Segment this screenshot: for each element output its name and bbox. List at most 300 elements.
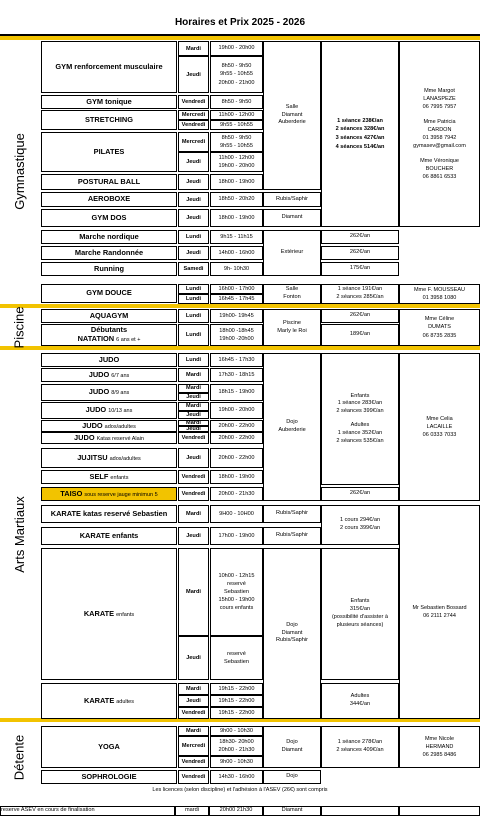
time-cell: 9h00 - 10h30: [210, 726, 263, 736]
activity-sublabel: enfants: [110, 474, 129, 481]
day-cell: Mardi: [178, 548, 209, 636]
section-label: [0, 308, 38, 346]
text-line: Diamant: [281, 747, 303, 753]
day-cell: Jeudi: [178, 636, 209, 680]
text-line: Enfants: [350, 392, 370, 399]
text-line: Diamant: [281, 629, 303, 636]
text-line: Mr Sebastien Bossard: [412, 604, 467, 611]
location-cell: [263, 41, 321, 190]
day-cell: Jeudi: [178, 448, 209, 468]
taiso: [41, 487, 177, 501]
activity-label: TAISO: [60, 488, 83, 498]
day-cell: Vendredi: [178, 707, 209, 719]
text-line: 06 8861 6533: [422, 174, 457, 180]
activity-label: JUDO: [82, 420, 103, 430]
text-line: 20h00 - 21h00: [218, 79, 255, 86]
activity-name: [98, 743, 120, 752]
activity-label: KARATE katas reservé Sebastien: [50, 508, 168, 518]
time-cell: 18h00 - 19h00: [210, 174, 263, 190]
text-line: 06 8735 2835: [422, 332, 457, 339]
day-cell: Vendredi: [178, 120, 209, 130]
text-line: 06 2111 2744: [423, 613, 456, 619]
day-cell: Jeudi: [178, 426, 209, 432]
yoga: [41, 726, 177, 768]
day-cell: Mardi: [178, 402, 209, 411]
text-line: 2 cours 399€/an: [339, 525, 381, 531]
day-cell: Mercredi: [178, 736, 209, 756]
time-cell: 9h15 - 11h15: [210, 230, 263, 244]
karate-katas: [41, 505, 177, 523]
activity-label: JUDO: [85, 405, 107, 415]
price-cell: [321, 505, 399, 545]
activity-name: [84, 610, 134, 619]
text-line: Dojo: [286, 739, 298, 746]
time-cell: [210, 548, 263, 636]
text-line: LACAILLE: [426, 423, 453, 430]
text-line: HERMAND: [425, 743, 454, 750]
text-line: 2 séances 285€/an: [336, 294, 384, 300]
text-line: Fonton: [283, 294, 301, 300]
text-line: CARDON: [427, 126, 452, 133]
reserve-empty: [399, 806, 480, 816]
activity-name: [89, 388, 130, 397]
day-cell: Mardi: [178, 505, 209, 523]
time-cell: 9h00 - 10h30: [210, 756, 263, 768]
day-cell: Jeudi: [178, 56, 209, 93]
time-cell: [210, 132, 263, 152]
text-line: cours enfants: [219, 605, 254, 612]
text-line: Sebastien: [224, 588, 249, 595]
activity-label: KARATE enfants: [79, 530, 139, 540]
text-line: 1 séance 238€/an: [337, 117, 383, 124]
time-cell: [210, 736, 263, 756]
text-line: 01 3958 7942: [422, 135, 457, 141]
aquagym: [41, 309, 177, 323]
text-line: Mme Nicole: [424, 735, 455, 742]
gym-tonique: [41, 95, 177, 109]
time-cell: 19h00 - 20h00: [210, 41, 263, 56]
gym-pilates: [41, 132, 177, 172]
time-cell: 17h00 - 19h00: [210, 527, 263, 545]
day-cell: Vendredi: [178, 487, 209, 501]
activity-label: Marche nordique: [79, 231, 139, 241]
text-line: 9h55 - 10h55: [220, 143, 253, 149]
time-cell: 16h00 - 17h00: [210, 284, 263, 294]
text-line: 2 séances 535€/an: [336, 437, 384, 444]
location-cell: Rubis/Saphir: [263, 192, 321, 207]
text-line: 1 séance 352€/an: [337, 429, 383, 436]
day-cell: Mardi: [178, 420, 209, 426]
activity-label: GYM renforcement musculaire: [55, 61, 163, 71]
day-cell: Lundi: [178, 230, 209, 244]
text-line: 1 cours 294€/an: [339, 517, 381, 524]
time-cell: 20h00 - 22h00: [210, 448, 263, 468]
activity-label: GYM tonique: [86, 96, 132, 106]
activity-label: JUJITSU: [77, 452, 108, 462]
section-divider: [0, 304, 480, 308]
activity-sublabel: Katas reservé Alain: [96, 435, 144, 442]
marche-nordique: [41, 230, 177, 244]
day-cell: Jeudi: [178, 393, 209, 402]
activity-sublabel: 8/9 ans: [111, 390, 130, 397]
activity-sublabel: sous reserve jauge minimun 5: [84, 491, 158, 498]
page-title: Horaires et Prix 2025 - 2026: [174, 17, 306, 28]
day-cell: Jeudi: [178, 246, 209, 260]
section-label: [0, 40, 38, 302]
text-line: 2 séances 328€/an: [335, 126, 385, 133]
text-line: 1 séance 283€/an: [337, 400, 383, 407]
time-cell: 20h00 - 22h00: [210, 420, 263, 432]
activity-label: JUDO: [98, 354, 120, 364]
activity-label: JUDO: [88, 387, 110, 397]
activity-label: STRETCHING: [84, 114, 134, 124]
time-cell: [210, 636, 263, 680]
price-cell: 262€/an: [321, 309, 399, 323]
contact-cell: [399, 726, 480, 768]
day-cell: Vendredi: [178, 756, 209, 768]
text-line: Rubis/Saphir: [275, 637, 309, 644]
activity-name: [84, 697, 134, 706]
text-line: 315€/an: [349, 606, 371, 613]
text-line: Mme Celia: [426, 415, 453, 422]
price-cell: [321, 726, 399, 768]
text-line: 11h00 - 12h00: [218, 154, 255, 161]
price-cell: [321, 548, 399, 680]
text-line: 8h50 - 9h50: [221, 63, 252, 70]
text-line: Auberderie: [278, 427, 306, 433]
time-cell: [210, 56, 263, 93]
activity-name: [94, 148, 125, 157]
day-cell: Lundi: [178, 284, 209, 294]
text-line: 2 séances 399€/an: [336, 408, 384, 415]
activity-label: Running: [94, 263, 124, 273]
reserve-day: mardi: [175, 806, 209, 816]
day-cell: Jeudi: [178, 527, 209, 545]
day-cell: Jeudi: [178, 209, 209, 227]
price-cell: [321, 284, 399, 304]
activity-name: [80, 532, 139, 541]
judo-row: [41, 384, 177, 401]
karate-enfants: [41, 527, 177, 545]
text-line: LANASPEZE: [423, 96, 456, 102]
gym-renfo: [41, 41, 177, 93]
reserve-text: reserve ASEV en cours de finalisation: [0, 806, 175, 816]
activity-name: [82, 422, 136, 431]
location-cell: Rubis/Saphir: [263, 527, 321, 545]
day-cell: Jeudi: [178, 695, 209, 707]
activity-label: SOPHROLOGIE: [81, 771, 137, 781]
day-cell: Lundi: [178, 324, 209, 346]
gym-dos: [41, 209, 177, 227]
activity-label: SELF: [89, 471, 109, 481]
text-line: reservé: [227, 580, 246, 587]
footer-note: Les licences (selon discipline) et l'adhésion à l'ASEV (26€) sont compris: [152, 787, 328, 793]
time-cell: 19h00 - 20h00: [210, 402, 263, 419]
activity-name: [90, 473, 129, 482]
gym-postural: [41, 174, 177, 190]
time-cell: 17h30 - 18h15: [210, 368, 263, 382]
activity-name: [74, 434, 144, 443]
text-line: Marly le Roi: [277, 327, 307, 334]
location-cell: Extérieur: [263, 230, 321, 276]
text-line: 19h00 - 20h00: [218, 163, 255, 169]
section-label-text: Piscine: [11, 306, 27, 348]
day-cell: Mardi: [178, 368, 209, 382]
time-cell: 14h30 - 16h00: [210, 770, 263, 784]
time-cell: 9h- 10h30: [210, 262, 263, 276]
activity-label: POSTURAL BALL: [77, 176, 141, 186]
price-cell: [321, 41, 399, 227]
natation: [41, 324, 177, 346]
text-line: Sebastien: [224, 659, 249, 665]
contact-cell: [399, 284, 480, 304]
day-cell: Mardi: [178, 726, 209, 736]
time-cell: 16h45 - 17h30: [210, 353, 263, 367]
day-cell: Mardi: [178, 683, 209, 695]
activity-label: Marche Randonnée: [74, 247, 144, 257]
activity-label: [78, 335, 141, 344]
time-cell: 9H00 - 10H00: [210, 505, 263, 523]
text-line: Dojo: [286, 621, 298, 628]
jujitsu: [41, 448, 177, 468]
activity-name: [88, 195, 130, 204]
text-line: Piscine: [282, 319, 302, 326]
activity-name: [90, 312, 129, 321]
day-cell: Mardi: [178, 41, 209, 56]
activity-name: [94, 265, 124, 274]
activity-label: JUDO: [88, 369, 110, 379]
activity-name: [75, 249, 143, 258]
text-line: Mme Céline: [424, 316, 455, 323]
time-cell: 18h00 - 19h00: [210, 470, 263, 484]
text-line: 344€/an: [349, 701, 371, 707]
activity-sublabel: ados/adultes: [104, 423, 136, 430]
activity-name: [51, 510, 168, 519]
location-cell: Rubis/Saphir: [263, 505, 321, 523]
time-cell: 18h15 - 19h00: [210, 384, 263, 401]
location-cell: [263, 309, 321, 346]
text-line: Auberderie: [278, 119, 306, 126]
judo-row: [41, 402, 177, 419]
time-cell: 16h45 - 17h45: [210, 294, 263, 304]
activity-name: [60, 490, 157, 499]
location-cell: Dojo: [263, 770, 321, 784]
karate-enfants-2: [41, 548, 177, 680]
time-cell: 20h00 - 22h00: [210, 432, 263, 444]
self-enfants: [41, 470, 177, 484]
text-line: Adultes: [350, 422, 370, 428]
activity-label: PILATES: [93, 146, 125, 156]
text-line: plusieurs séances): [336, 621, 384, 628]
activity-name: [89, 371, 130, 380]
price-cell: 262€/an: [321, 487, 399, 501]
contact-cell: [399, 41, 480, 227]
contact-cell: [399, 505, 480, 719]
day-cell: Vendredi: [178, 470, 209, 484]
time-cell: 19h15 - 22h00: [210, 695, 263, 707]
time-cell: 19h15 - 22h00: [210, 683, 263, 695]
reserve-time: 20h00 21h30: [209, 806, 263, 816]
price-cell: [321, 353, 399, 485]
section-divider: [0, 346, 480, 350]
activity-name: [81, 773, 136, 782]
gym-aeroboxe: [41, 192, 177, 207]
activity-sublabel: 6/7 ans: [111, 372, 130, 379]
activity-label: AQUAGYM: [89, 310, 129, 320]
location-cell: [263, 284, 321, 304]
activity-name: [85, 116, 133, 125]
day-cell: Jeudi: [178, 411, 209, 420]
judo-row: [41, 368, 177, 382]
gym-stretching: [41, 110, 177, 130]
day-cell: Lundi: [178, 309, 209, 323]
time-cell: 20h00 - 21h30: [210, 487, 263, 501]
time-cell: [210, 152, 263, 172]
text-line: 4 séances 514€/an: [335, 143, 385, 150]
activity-sublabel: adultes: [116, 698, 134, 705]
section-label: [0, 350, 38, 718]
text-line: 01 3958 1080: [422, 295, 457, 301]
activity-label-text: Débutants: [90, 325, 128, 335]
reserve-location: Diamant: [263, 806, 321, 816]
activity-label: YOGA: [98, 741, 120, 751]
activity-name: [79, 233, 139, 242]
text-line: Mme F. MOUSSEAU: [413, 286, 466, 293]
location-cell: [263, 726, 321, 768]
price-cell: [321, 683, 399, 719]
text-line: 06 2985 8486: [422, 752, 457, 759]
reserve-empty: [321, 806, 399, 816]
day-cell: Jeudi: [178, 192, 209, 207]
top-rule: [0, 34, 480, 36]
activity-name: [55, 63, 162, 72]
text-line: 10h00 - 12h15: [218, 572, 255, 579]
time-cell: 11h00 - 12h00: [210, 110, 263, 120]
activity-label: GYM DOS: [91, 212, 127, 222]
text-line: Mme Patricia: [423, 118, 456, 125]
activity-label: JUDO: [74, 432, 95, 442]
text-line: 06 7995 7957: [422, 104, 457, 111]
section-label-text: Détente: [11, 734, 27, 780]
day-cell: Vendredi: [178, 770, 209, 784]
text-line: Adultes: [350, 693, 370, 700]
time-cell: 18h00 - 19h00: [210, 209, 263, 227]
activity-name: [92, 214, 127, 223]
text-line: 18h30- 20h00: [219, 738, 254, 745]
price-cell: 175€/an: [321, 262, 399, 276]
text-line: Diamant: [281, 111, 303, 118]
activity-label: GYM DOUCE: [86, 288, 132, 298]
activity-name: [86, 406, 133, 415]
text-line: 1 séance 278€/an: [337, 739, 383, 746]
day-cell: Vendredi: [178, 432, 209, 444]
text-line: Dojo: [286, 419, 298, 426]
price-cell: 262€/an: [321, 246, 399, 260]
activity-label: KARATE: [84, 695, 115, 705]
karate-adultes: [41, 683, 177, 719]
day-cell: Jeudi: [178, 174, 209, 190]
text-line: 06 0333 7033: [422, 432, 457, 439]
text-line: Mme Véronique: [420, 157, 459, 164]
section-label: [0, 722, 38, 792]
activity-label-text: NATATION: [77, 334, 115, 343]
day-cell: Samedi: [178, 262, 209, 276]
text-line: 1 séance 191€/an: [337, 286, 383, 293]
time-cell: 9h55 - 10h55: [210, 120, 263, 130]
price-cell: 262€/an: [321, 230, 399, 244]
section-divider: [0, 36, 480, 40]
section-label-text: Gymnastique: [11, 132, 27, 210]
day-cell: Lundi: [178, 353, 209, 367]
text-line: gymasev@gmail.com: [413, 143, 466, 150]
section-label-text: Arts Martiaux: [11, 495, 27, 573]
text-line: 20h00 - 21h30: [218, 747, 255, 753]
location-cell: [263, 353, 321, 501]
text-line: 2 séances 409€/an: [336, 747, 384, 753]
text-line: DUMATS: [428, 324, 451, 331]
judo-row: [41, 432, 177, 444]
text-line: Salle: [285, 103, 299, 110]
text-line: 9h55 - 10h55: [220, 71, 253, 78]
text-line: 18h00 -18h45: [219, 327, 254, 334]
day-cell: Lundi: [178, 294, 209, 304]
activity-label: AEROBOXE: [87, 194, 131, 204]
time-cell: [210, 324, 263, 346]
time-cell: 19h15 - 22h00: [210, 707, 263, 719]
time-cell: 19h00- 19h45: [210, 309, 263, 323]
time-cell: 8h50 - 9h50: [210, 95, 263, 109]
activity-sublabel: 10/13 ans: [108, 408, 133, 415]
marche-randonnee: [41, 246, 177, 260]
activity-label: KARATE: [83, 608, 115, 618]
day-cell: Mercredi: [178, 132, 209, 152]
activity-name: [78, 178, 140, 187]
text-line: 15h00 - 19h00: [218, 597, 255, 604]
day-cell: Mardi: [178, 384, 209, 393]
activity-name: [86, 289, 132, 298]
sophrologie: [41, 770, 177, 784]
text-line: 8h50 - 9h50: [221, 134, 252, 141]
text-line: 3 séances 427€/an: [335, 135, 385, 141]
location-cell: Diamant: [263, 209, 321, 227]
activity-sublabel: 6 ans et +: [116, 337, 141, 343]
day-cell: Mercredi: [178, 110, 209, 120]
gym-douce: [41, 284, 177, 303]
price-cell: 189€/an: [321, 324, 399, 346]
location-cell: [263, 548, 321, 719]
activity-name: [77, 454, 141, 463]
time-cell: 18h50 - 20h20: [210, 192, 263, 207]
activity-sublabel: enfants: [116, 611, 135, 618]
contact-cell: [399, 309, 480, 346]
text-line: (possibilité d'assister à: [331, 614, 389, 620]
day-cell: Vendredi: [178, 95, 209, 109]
day-cell: Jeudi: [178, 152, 209, 172]
judo-row: [41, 420, 177, 432]
judo-row: [41, 353, 177, 367]
activity-name: [99, 356, 120, 365]
contact-cell: [399, 353, 480, 501]
activity-name: [86, 98, 132, 107]
time-cell: 14h00 - 16h00: [210, 246, 263, 260]
text-line: Mme Margot: [424, 87, 455, 94]
text-line: 19h00 -20h00: [219, 336, 254, 342]
text-line: Enfants: [350, 598, 370, 605]
text-line: reservé: [227, 650, 246, 657]
text-line: Salle: [285, 286, 299, 293]
text-line: BOUCHER: [425, 165, 454, 172]
activity-sublabel: ados/adultes: [109, 455, 141, 462]
